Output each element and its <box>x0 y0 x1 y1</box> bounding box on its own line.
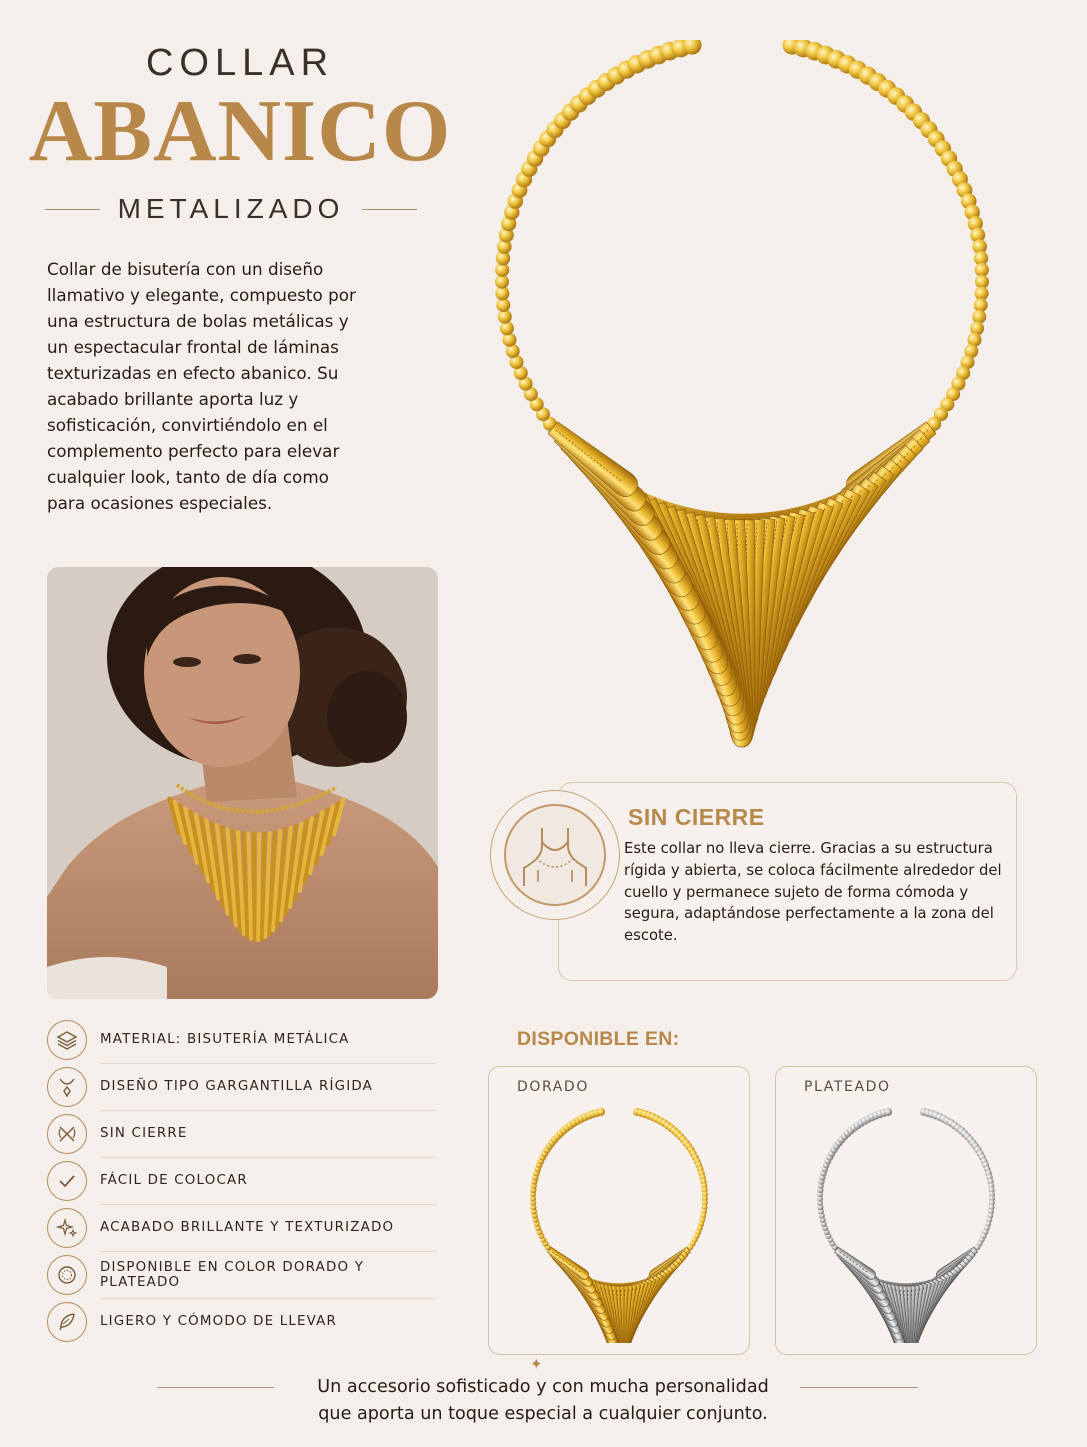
variant-card-plateado[interactable] <box>775 1066 1037 1355</box>
info-text: Este collar no lleva cierre. Gracias a su estructura rígida y abierta, se coloca fácilmente alrededor del cuello y permanece sujeto de forma cómoda y segura, adaptándose perfectamente a la zona del escote. <box>624 840 1002 945</box>
feature-label: DISPONIBLE EN COLOR DORADO Y PLATEADO <box>100 1259 365 1290</box>
variant-name: PLATEADO <box>804 1079 891 1095</box>
available-title: DISPONIBLE EN: <box>517 1028 680 1050</box>
feature-label: SIN CIERRE <box>100 1126 188 1141</box>
footer-rule-right <box>800 1387 918 1388</box>
feature-label: MATERIAL: BISUTERÍA METÁLICA <box>100 1032 350 1047</box>
feature-item <box>47 1204 437 1251</box>
feature-item <box>47 1157 437 1204</box>
footer-rule-left <box>157 1387 274 1388</box>
feature-label: ACABADO BRILLANTE Y TEXTURIZADO <box>100 1220 395 1235</box>
hero-necklace-image <box>440 40 1060 765</box>
sparkle-icon: ✦ <box>530 1355 543 1373</box>
no-clasp-icon <box>47 1114 87 1154</box>
title-divider-left <box>45 209 100 210</box>
feature-item <box>47 1251 437 1298</box>
sparkle-icon <box>47 1208 87 1248</box>
feature-item <box>47 1063 437 1110</box>
info-title: SIN CIERRE <box>628 804 765 830</box>
model-photo <box>47 567 438 999</box>
feature-item <box>47 1298 437 1345</box>
feature-label: DISEÑO TIPO GARGANTILLA RÍGIDA <box>100 1079 374 1094</box>
neck-necklace-icon <box>504 804 606 906</box>
variant-card-dorado[interactable] <box>488 1066 750 1355</box>
feature-item <box>47 1016 437 1063</box>
color-swatch-icon <box>47 1255 87 1295</box>
necklace-beads <box>495 40 989 431</box>
feature-item <box>47 1110 437 1157</box>
necklace-fan-blades <box>545 418 938 747</box>
pendant-icon <box>47 1067 87 1107</box>
feature-label: LIGERO Y CÓMODO DE LLEVAR <box>100 1314 338 1329</box>
title-abanico: ABANICO <box>28 83 452 180</box>
feature-label: FÁCIL DE COLOCAR <box>100 1173 248 1188</box>
footer-line-1: Un accesorio sofisticado y con mucha personalidad <box>317 1377 769 1397</box>
variant-image-plateado <box>796 1103 1018 1343</box>
variant-name: DORADO <box>517 1079 589 1095</box>
check-icon <box>47 1161 87 1201</box>
footer-line-2: que aporta un toque especial a cualquier conjunto. <box>318 1404 768 1424</box>
footer-tagline <box>270 1374 816 1428</box>
title-collar: COLLAR <box>145 42 335 84</box>
title-metalizado: METALIZADO <box>117 193 345 224</box>
title-metalizado-row <box>45 192 417 226</box>
product-description: Collar de bisutería con un diseño llamativo y elegante, compuesto por una estructura de bolas metálicas y un espectacular frontal de láminas texturizadas en efecto abanico. Su acabado brillante aporta luz y sofisticación, convirtiéndolo en el complemento perfecto para elevar cualquier look, tanto de día como para ocasiones especiales. <box>47 259 356 513</box>
layers-icon <box>47 1020 87 1060</box>
variant-image-dorado <box>509 1103 731 1343</box>
title-divider-right <box>362 209 417 210</box>
feather-icon <box>47 1302 87 1342</box>
